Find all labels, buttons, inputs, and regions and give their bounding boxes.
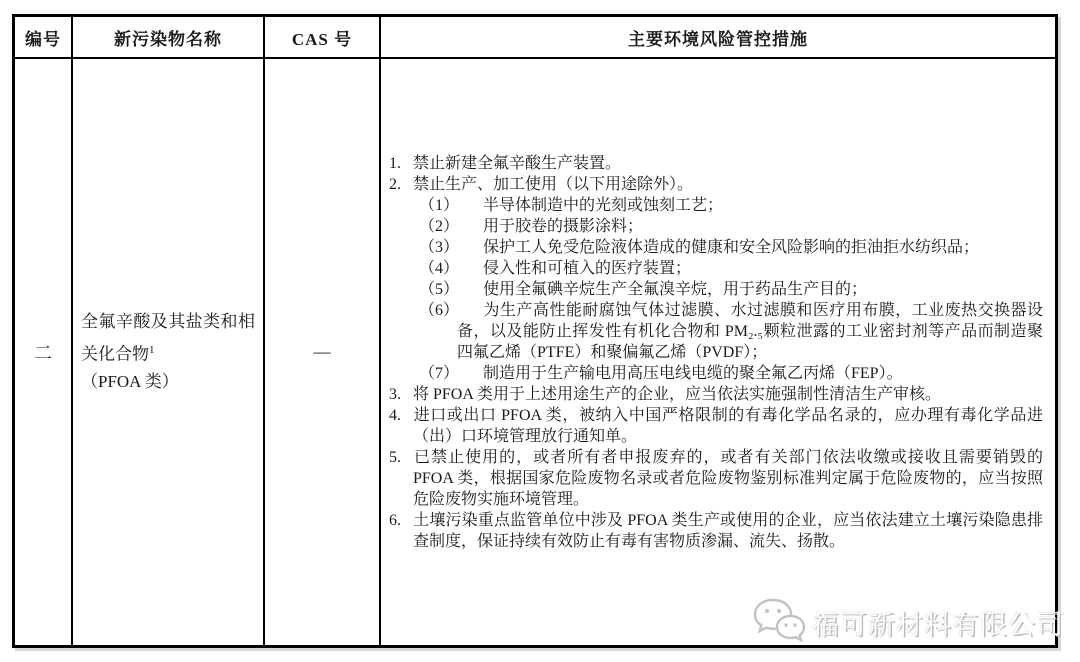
row-number-cell <box>15 59 73 645</box>
watermark-company: 福可新材料有限公司 <box>812 610 1064 640</box>
measure-item <box>389 447 1043 510</box>
measure-text: 为生产高性能耐腐蚀气体过滤膜、水过滤膜和医疗用布膜，工业废热交换器设备，以及能防止挥发性有机化合物和 PM₂.₅颗粒泄露的工业密封剂等产品而制造聚四氟乙烯（PTFE）和聚偏氟乙烯（PVDF）； <box>457 301 1043 361</box>
measure-text: 进口或出口 PFOA 类，被纳入中国严格限制的有毒化学品名录的，应办理有毒化学品进（出）口环境管理放行通知单。 <box>413 406 1043 445</box>
pollutant-name-cell <box>73 59 265 645</box>
measure-marker: （3） <box>419 238 460 256</box>
watermark <box>752 596 1064 649</box>
header-cas-no: CAS 号 <box>265 17 381 59</box>
measure-marker: 4. <box>389 406 401 424</box>
row-number: 二 <box>34 343 52 363</box>
pollutant-alias: （PFOA 类） <box>81 372 179 392</box>
measure-text: 将 PFOA 类用于上述用途生产的企业，应当依法实施强制性清洁生产审核。 <box>413 385 942 403</box>
measure-item <box>389 363 1043 384</box>
measure-text: 制造用于生产输电用高压电线电缆的聚全氟乙丙烯（FEP）。 <box>483 364 903 382</box>
measure-item <box>389 279 1043 300</box>
measure-marker: （5） <box>419 280 460 298</box>
measures-cell <box>381 59 1055 645</box>
header-pollutant-name: 新污染物名称 <box>73 17 265 59</box>
cas-no-cell <box>265 59 381 645</box>
measure-item <box>389 510 1043 552</box>
measure-item <box>389 216 1043 237</box>
wechat-icon <box>752 596 806 649</box>
measure-marker: （1） <box>419 196 460 214</box>
measure-text: 侵入性和可植入的医疗装置； <box>483 259 692 277</box>
measure-text: 禁止生产、加工使用（以下用途除外）。 <box>413 175 694 193</box>
pollutant-table <box>12 14 1058 648</box>
measure-marker: 3. <box>389 385 401 403</box>
measure-marker: 1. <box>389 154 401 172</box>
measure-text: 用于胶卷的摄影涂料； <box>483 217 644 235</box>
measure-text: 禁止新建全氟辛酸生产装置。 <box>413 154 622 172</box>
measure-marker: 2. <box>389 175 401 193</box>
measure-text: 使用全氟碘辛烷生产全氟溴辛烷，用于药品生产目的； <box>483 280 868 298</box>
footnote-marker: 1 <box>149 343 155 356</box>
measure-text: 土壤污染重点监管单位中涉及 PFOA 类生产或使用的企业，应当依法建立土壤污染隐患排查制度，保证持续有效防止有毒有害物质渗漏、流失、扬散。 <box>413 511 1043 550</box>
measure-marker: 5. <box>389 448 401 466</box>
measures-list <box>389 153 1043 552</box>
cas-no-value: — <box>313 342 331 361</box>
measure-item <box>389 174 1043 195</box>
header-measures: 主要环境风险管控措施 <box>381 17 1055 59</box>
header-number: 编号 <box>15 17 73 59</box>
measure-item <box>389 237 1043 258</box>
measure-text: 保护工人免受危险液体造成的健康和安全风险影响的拒油拒水纺织品； <box>483 238 980 256</box>
measure-marker: 6. <box>389 511 401 529</box>
measure-text: 已禁止使用的，或者所有者申报废弃的，或者有关部门依法收缴或接收且需要销毁的 PFOA 类，根据国家危险废物名录或者危险废物鉴别标准判定属于危险废物的，应当按照危险废物实施环境管理。 <box>413 448 1043 508</box>
measure-item <box>389 384 1043 405</box>
measure-item <box>389 258 1043 279</box>
measure-marker: （2） <box>419 217 460 235</box>
measure-marker: （4） <box>419 259 460 277</box>
measure-item <box>389 195 1043 216</box>
pollutant-name: 全氟辛酸及其盐类和相关化合物$^1$ <box>81 311 255 364</box>
measure-item <box>389 300 1043 363</box>
measure-marker: （7） <box>419 364 460 382</box>
measure-item <box>389 405 1043 447</box>
measure-text: 半导体制造中的光刻或蚀刻工艺； <box>483 196 724 214</box>
measure-marker: （6） <box>419 301 460 319</box>
measure-item <box>389 153 1043 174</box>
